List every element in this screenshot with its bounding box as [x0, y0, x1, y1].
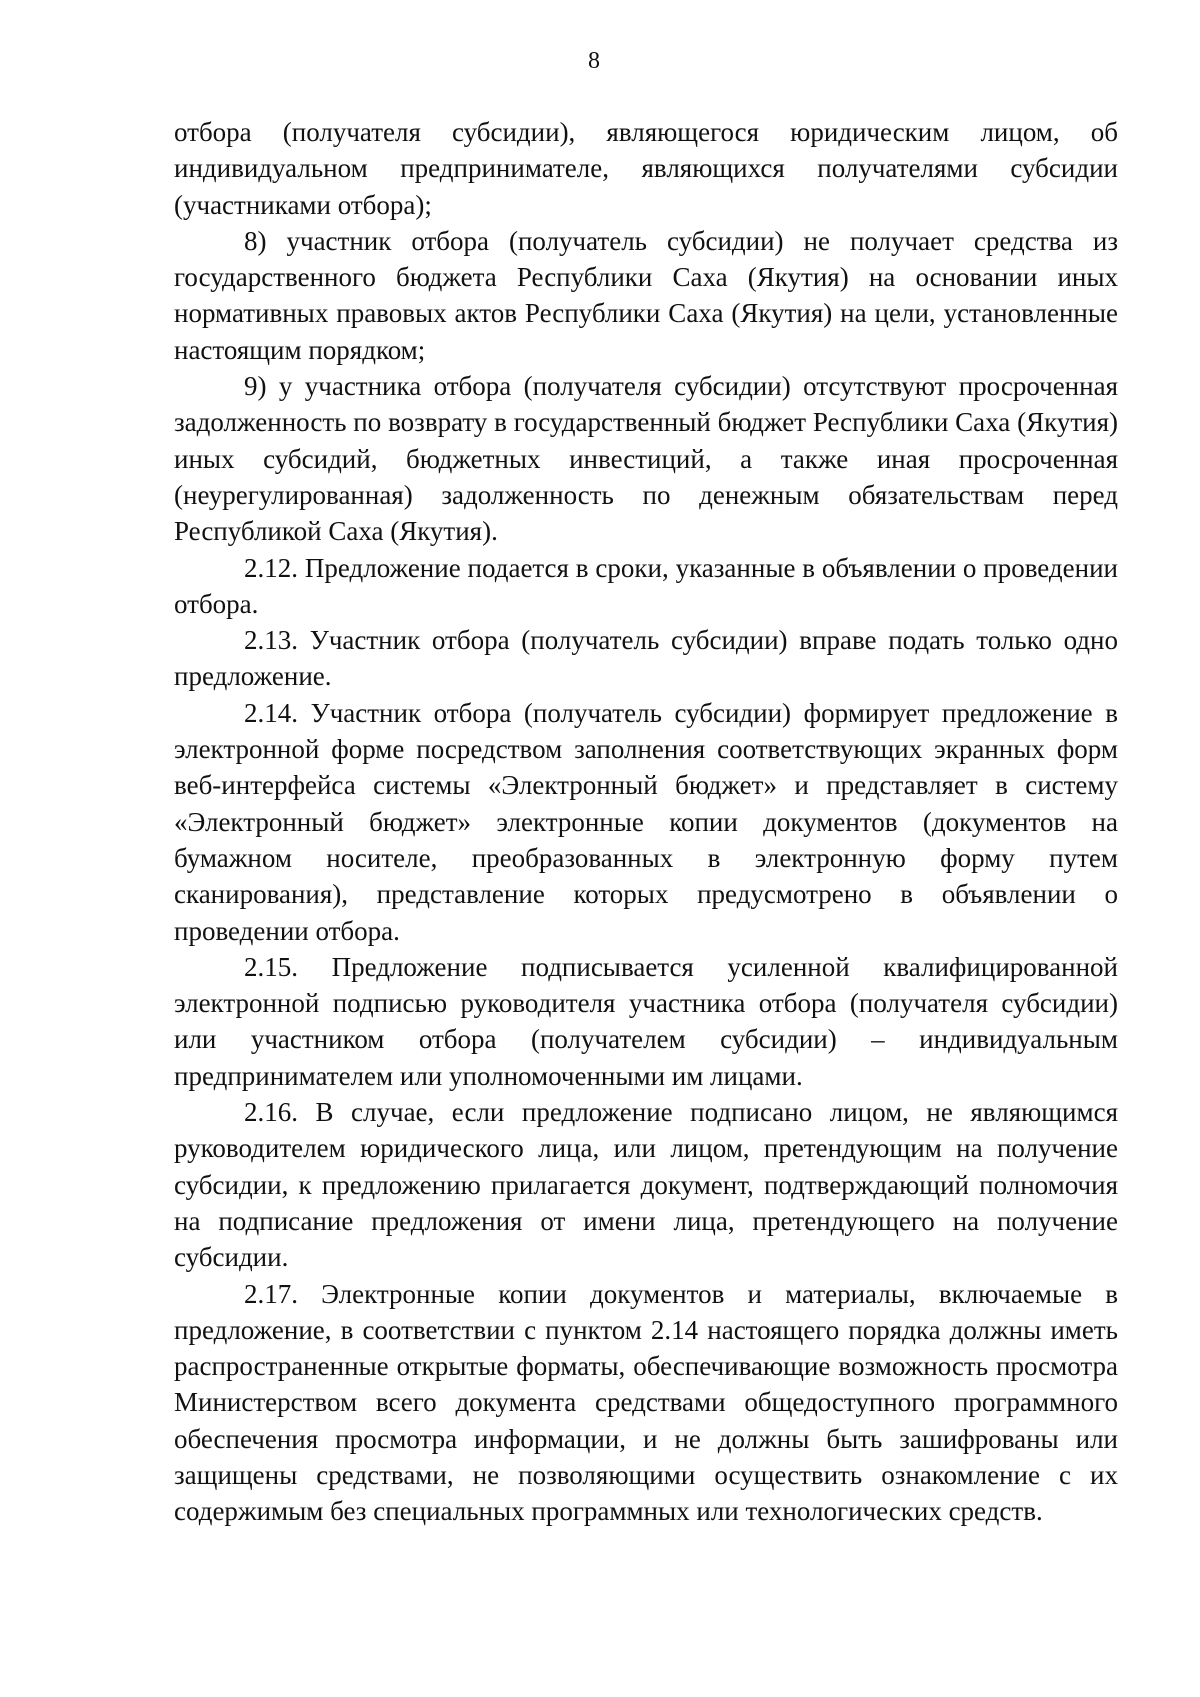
- paragraph-clause-2-17: 2.17. Электронные копии документов и материалы, включаемые в предложение, в соответствии с пунктом 2.14 настоящего порядка должны иметь распространенные открытые форматы, обеспечивающие возможность просмотра Министерством всего документа средствами общедоступного программного обеспечения просмотра информации, и не должны быть зашифрованы или защищены средствами, не позволяющими осуществить ознакомление с их содержимым без специальных программных или технологических средств.: [174, 1278, 1118, 1527]
- paragraph-clause-2-12: 2.12. Предложение подается в сроки, указанные в объявлении о проведении отбора.: [174, 552, 1118, 619]
- document-body: [174, 114, 1118, 1530]
- page-number: 8: [588, 48, 600, 74]
- paragraph-clause-2-14: 2.14. Участник отбора (получатель субсидии) формирует предложение в электронной форме посредством заполнения соответствующих экранных форм веб-интерфейса системы «Электронный бюджет» и представляет в систему «Электронный бюджет» электронные копии документов (документов на бумажном носителе, преобразованных в электронную форму путем сканирования), представление которых предусмотрено в объявлении о проведении отбора.: [174, 697, 1118, 946]
- paragraph-clause-2-13: 2.13. Участник отбора (получатель субсидии) вправе подать только одно предложение.: [174, 625, 1118, 692]
- paragraph-clause-2-15: 2.15. Предложение подписывается усиленной квалифицированной электронной подписью руководителя участника отбора (получателя субсидии) или участником отбора (получателем субсидии) – индивидуальным предпринимателем или уполномоченными им лицами.: [174, 951, 1118, 1091]
- paragraph-clause-2-16: 2.16. В случае, если предложение подписано лицом, не являющимся руководителем юридического лица, или лицом, претендующим на получение субсидии, к предложению прилагается документ, подтверждающий полномочия на подписание предложения от имени лица, претендующего на получение субсидии.: [174, 1097, 1118, 1273]
- paragraph-item-8: 8) участник отбора (получатель субсидии) не получает средства из государственного бюджета Республики Саха (Якутия) на основании иных нормативных правовых актов Республики Саха (Якутия) на цели, установленные настоящим порядком;: [174, 225, 1118, 365]
- paragraph-continuation: отбора (получателя субсидии), являющегося юридическим лицом, об индивидуальном предпринимателе, являющихся получателями субсидии (участниками отбора);: [174, 117, 1118, 220]
- paragraph-item-9: 9) у участника отбора (получателя субсидии) отсутствуют просроченная задолженность по возврату в государственный бюджет Республики Саха (Якутия) иных субсидий, бюджетных инвестиций, а также иная просроченная (неурегулированная) задолженность по денежным обязательствам перед Республикой Саха (Якутия).: [174, 371, 1118, 547]
